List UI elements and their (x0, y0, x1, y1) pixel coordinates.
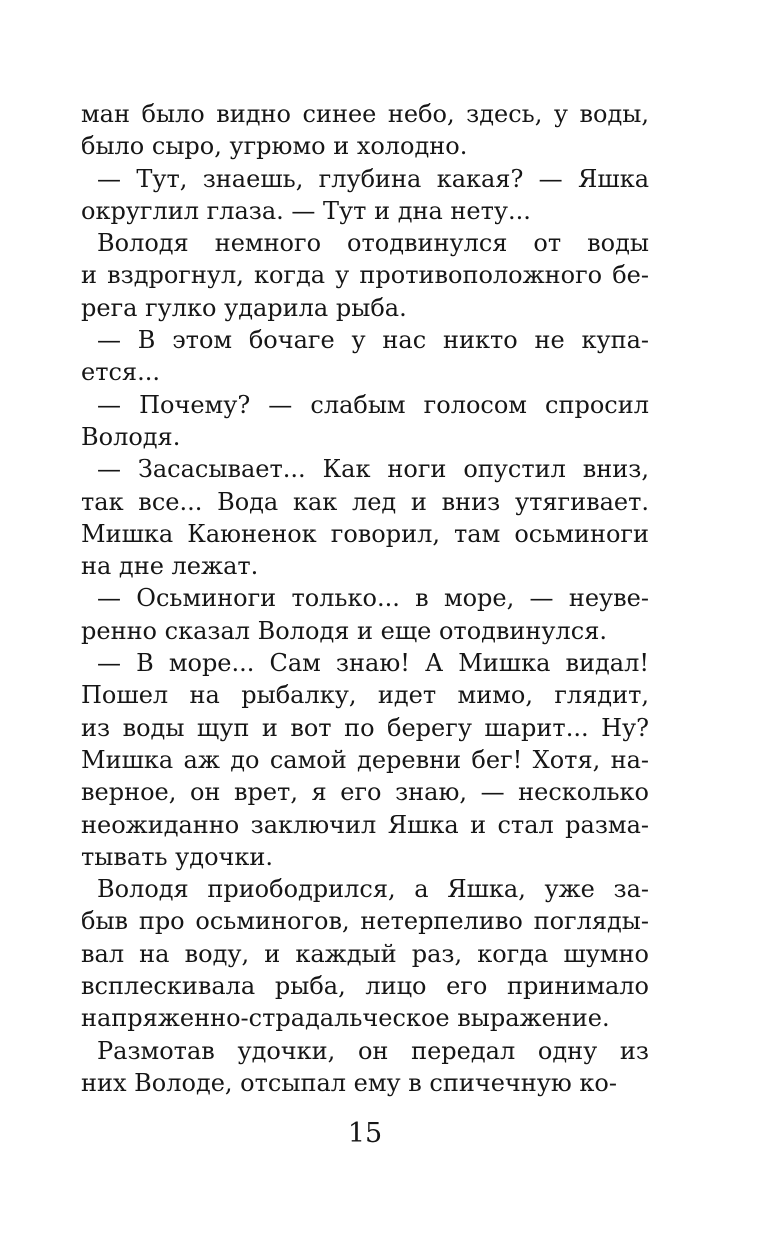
text-line: Володя приободрился, а Яшка, уже за- (97, 875, 649, 904)
text-line: Мишка Каюненок говорил, там осьминоги (81, 519, 649, 548)
paragraph (81, 873, 649, 1034)
text-line: округлил глаза. — Тут и дна нету... (81, 196, 531, 225)
text-line: Размотав удочки, он передал одну из (97, 1036, 649, 1065)
text-line: Мишка аж до самой деревни бег! Хотя, на- (81, 745, 649, 774)
text-line: — Засасывает... Как ноги опустил вниз, (97, 455, 649, 484)
text-line: быв про осьминогов, нетерпеливо погляды- (81, 907, 649, 936)
text-line: — Почему? — слабым голосом спросил (97, 390, 649, 419)
paragraph (81, 324, 649, 389)
text-line: Володя немного отодвинулся от воды (97, 229, 649, 258)
text-block (81, 98, 649, 1099)
text-line: верное, он врет, я его знаю, — несколько (81, 778, 649, 807)
text-line: из воды щуп и вот по берегу шарит... Ну? (81, 713, 649, 742)
text-line: напряженно-страдальческое выражение. (81, 1004, 610, 1033)
text-line: было сыро, угрюмо и холодно. (81, 132, 468, 161)
paragraph (81, 227, 649, 324)
text-line: них Володе, отсыпал ему в спичечную ко- (81, 1068, 617, 1097)
page-number: 15 (347, 1118, 383, 1149)
text-line: неожиданно заключил Яшка и стал разма- (81, 810, 649, 839)
text-line: ренно сказал Володя и еще отодвинулся. (81, 616, 607, 645)
paragraph (81, 1035, 649, 1100)
paragraph (81, 582, 649, 647)
text-line: — В этом бочаге у нас никто не купа- (97, 326, 649, 355)
text-line: Пошел на рыбалку, идет мимо, глядит, (81, 681, 649, 710)
text-line: всплескивала рыба, лицо его принимало (81, 972, 649, 1001)
text-line: ется... (81, 358, 160, 387)
text-line: так все... Вода как лед и вниз утягивает. (81, 487, 649, 516)
text-line: Володя. (81, 422, 181, 451)
text-line: тывать удочки. (81, 842, 274, 871)
paragraph (81, 647, 649, 873)
text-line: и вздрогнул, когда у противоположного бе- (81, 261, 649, 290)
text-line: рега гулко ударила рыба. (81, 293, 407, 322)
paragraph (81, 163, 649, 228)
paragraph (81, 389, 649, 454)
text-line: на дне лежат. (81, 552, 259, 581)
text-line: — В море... Сам знаю! А Мишка видал! (97, 649, 649, 678)
text-line: вал на воду, и каждый раз, когда шумно (81, 939, 649, 968)
paragraph (81, 98, 649, 163)
paragraph (81, 453, 649, 582)
text-line: — Тут, знаешь, глубина какая? — Яшка (97, 164, 649, 193)
text-line: ман было видно синее небо, здесь, у воды, (81, 100, 649, 128)
text-line: — Осьминоги только... в море, — неуве- (97, 584, 649, 613)
